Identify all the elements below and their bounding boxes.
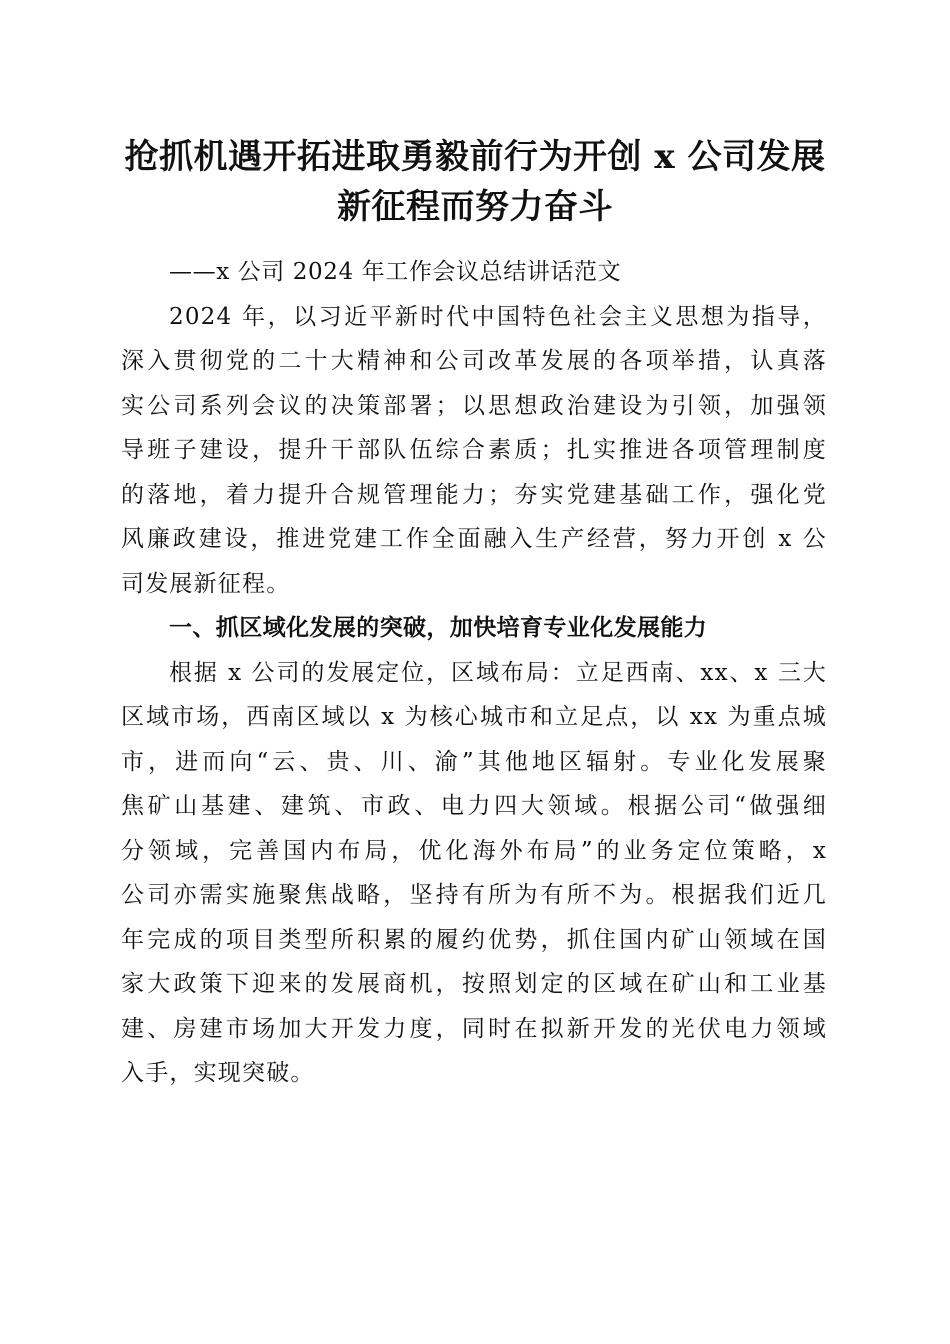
document-body [121,250,827,1096]
paragraph-line: 导班子建设，提升干部队伍综合素质；扎实推进各项管理制度 [121,437,827,463]
paragraph-line: 司发展新征程。 [121,570,291,597]
paragraph-line: 公司亦需实施聚焦战略，坚持有所为有所不为。根据我们近几 [121,882,827,908]
paragraph-line: 建、房建市场加大开发力度，同时在拟新开发的光伏电力领域 [121,1015,827,1042]
intro-paragraph [121,295,827,607]
paragraph-line: 实公司系列会议的决策部署；以思想政治建设为引领，加强领 [121,392,827,419]
paragraph-line: 根据 x 公司的发展定位，区域布局：立足西南、xx、x 三大 [169,659,827,686]
paragraph-line: 的落地，着力提升合规管理能力；夯实党建基础工作，强化党 [121,481,827,508]
paragraph-line: 年完成的项目类型所积累的履约优势，抓住国内矿山领域在国 [121,926,827,953]
paragraph-line: 入手，实现突破。 [121,1060,315,1086]
title-line-1: 抢抓机遇开拓进取勇毅前行为开创 x 公司发展 [124,137,826,177]
subtitle: ——x 公司 2024 年工作会议总结讲话范文 [169,259,622,285]
paragraph-line: 市，进而向“云、贵、川、渝”其他地区辐射。专业化发展聚 [121,748,827,775]
paragraph-line: 风廉政建设，推进党建工作全面融入生产经营，努力开创 x 公 [121,526,827,552]
section-heading: 一、抓区域化发展的突破，加快培育专业化发展能力 [169,615,708,641]
paragraph-line: 焦矿山基建、建筑、市政、电力四大领域。根据公司“做强细 [121,793,827,819]
paragraph-line: 分领域，完善国内布局，优化海外布局”的业务定位策略，x [121,837,827,864]
document-title [110,132,840,232]
paragraph-line: 2024 年，以习近平新时代中国特色社会主义思想为指导， [169,303,827,330]
paragraph-line: 深入贯彻党的二十大精神和公司改革发展的各项举措，认真落 [121,348,827,374]
section1-paragraph [121,651,827,1096]
title-line-2: 新征程而努力奋斗 [337,187,613,227]
paragraph-line: 区域市场，西南区域以 x 为核心城市和立足点，以 xx 为重点城 [121,704,827,730]
paragraph-line: 家大政策下迎来的发展商机，按照划定的区域在矿山和工业基 [121,971,827,997]
